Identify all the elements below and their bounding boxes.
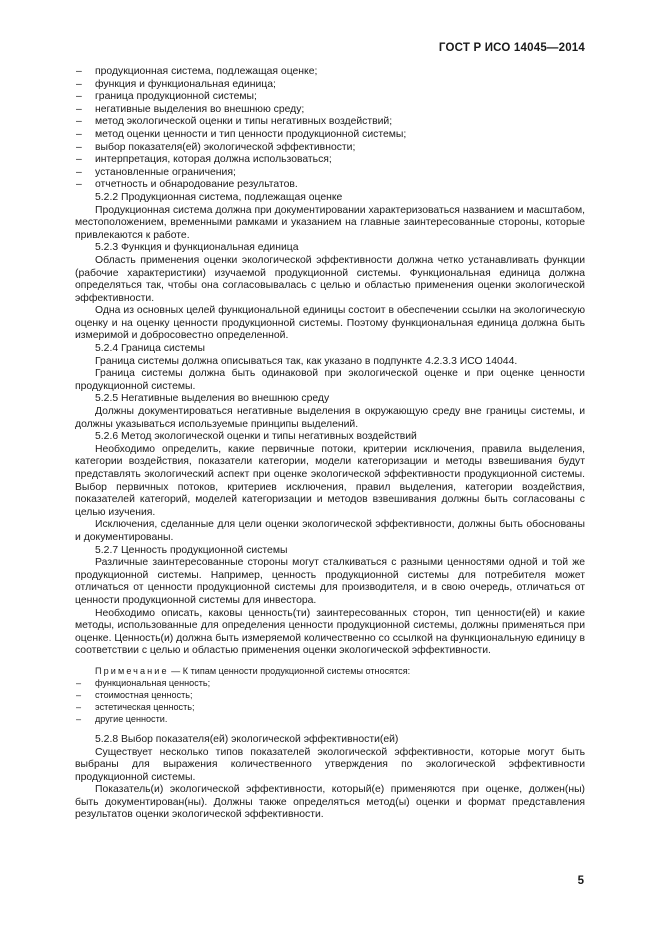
paragraph: Необходимо описать, каковы ценность(ти) заинтересованных сторон, тип ценности(ей) и какие методы, использованные для определения ценности продукционной системы, должны применяться при оценке. Ценность(и) должна быть измеряемой количественно со ссылкой на функциональную единицу в соответствии с целью и областью применения оценки экологической эффективности. xyxy=(75,607,585,657)
section-5-2-3 xyxy=(75,242,585,343)
list-dash: – xyxy=(76,78,82,90)
section-heading: 5.2.4 Граница системы xyxy=(95,343,205,355)
note-block xyxy=(75,665,585,725)
paragraph: Должны документироваться негативные выделения в окружающую среду вне границы системы, и должны указываться используемые принципы выделений. xyxy=(75,406,585,430)
note-list-item: – другие ценности. xyxy=(76,713,168,724)
list-item: – метод оценки ценности и тип ценности продукционной системы; xyxy=(76,128,407,140)
document-code-header: ГОСТ Р ИСО 14045—2014 xyxy=(438,42,585,54)
list-item: – интерпретация, которая должна использоваться; xyxy=(76,154,332,166)
section-heading: 5.2.3 Функция и функциональная единица xyxy=(95,242,299,254)
list-dash: – xyxy=(76,66,82,77)
paragraph: Показатель(и) экологической эффективности, который(е) применяются при оценке, должен(ны) быть документирован(ны). Должны также определяться метод(ы) оценки и формат представления результатов оценки экологической эффективности. xyxy=(75,784,585,821)
paragraph: Различные заинтересованные стороны могут сталкиваться с разными ценностями одной и той же продукционной системы. Например, ценность продукционной системы для потребителя может отличаться от ценности продукционной системы для производителя, и в свою очередь, отличаться от ценности продукционной системы для инвестора. xyxy=(75,557,585,606)
paragraph: Исключения, сделанные для цели оценки экологической эффективности, должны быть обоснованы и документированы. xyxy=(75,519,585,543)
list-dash: – xyxy=(76,154,82,166)
note-list-item: – стоимостная ценность; xyxy=(76,689,193,700)
list-item: – негативные выделения во внешнюю среду; xyxy=(76,103,305,115)
paragraph: Одна из основных целей функциональной единицы состоит в обеспечении ссылки на экологическую оценку и на оценку ценности продукционной системы. Поэтому функциональная единица должна быть измеримой и добросовестно определенной. xyxy=(75,305,585,342)
section-heading: 5.2.6 Метод экологической оценки и типы негативных воздействий xyxy=(95,431,417,443)
list-dash: – xyxy=(76,166,82,178)
section-heading: 5.2.5 Негативные выделения во внешнюю среду xyxy=(95,393,330,405)
page-number: 5 xyxy=(577,875,584,887)
list-item: – граница продукционной системы; xyxy=(76,91,257,103)
note-title xyxy=(75,665,585,677)
list-dash: – xyxy=(76,141,82,153)
page-content xyxy=(75,66,585,822)
section-5-2-7 xyxy=(75,545,585,658)
list-dash: – xyxy=(76,713,82,724)
list-item: – метод экологической оценки и типы негативных воздействий; xyxy=(76,116,393,128)
list-dash: – xyxy=(76,128,82,140)
list-dash: – xyxy=(76,103,82,115)
paragraph: Необходимо определить, какие первичные потоки, критерии исключения, правила выделения, категории воздействия, показатели категории, модели категоризации и методы взвешивания будут представлять экологический аспект при оценке экологической эффективности продукционной системы. Выбор первичных потоков, критериев исключения, правил выделения, категории воздействия, показателей категорий, моделей категоризации и методов взвешивания должны быть согласованы с целью изучения. xyxy=(75,443,585,518)
list-item: – установленные ограничения; xyxy=(76,166,236,178)
paragraph: Существует несколько типов показателей экологической эффективности, которые могут быть выбраны для выражения количественного утверждения по экологической эффективности продукционной системы. xyxy=(75,746,585,783)
section-5-2-2 xyxy=(75,192,585,242)
paragraph: Область применения оценки экологической эффективности должна четко устанавливать функции (рабочие характеристики) изучаемой продукционной системы. Функциональная единица должна определяться так, чтобы она согласовывалась с целью и областью применения оценки экологической эффективности. xyxy=(75,254,585,304)
section-heading: 5.2.8 Выбор показателя(ей) экологической эффективности(ей) xyxy=(95,733,399,745)
section-5-2-6 xyxy=(75,431,585,544)
list-dash: – xyxy=(76,91,82,103)
note-list-item: – функциональная ценность; xyxy=(76,677,211,688)
scope-list xyxy=(75,66,585,192)
note-label: Примечание xyxy=(95,665,169,676)
paragraph: Граница системы должна описываться так, как указано в подпункте 4.2.3.3 ИСО 14044. xyxy=(95,355,518,367)
section-heading: 5.2.7 Ценность продукционной системы xyxy=(95,544,288,556)
list-item: – отчетность и обнародование результатов. xyxy=(76,179,298,191)
paragraph: Продукционная система должна при документировании характеризоваться названием и масштабом, местоположением, временными рамками и указанием на главные заинтересованные стороны, которые привлекаются к работе. xyxy=(75,204,585,241)
list-dash: – xyxy=(76,179,82,191)
section-5-2-8 xyxy=(75,734,585,822)
list-dash: – xyxy=(76,689,82,700)
list-dash: – xyxy=(76,116,82,128)
list-dash: – xyxy=(76,677,82,688)
list-item: – выбор показателя(ей) экологической эффективности; xyxy=(76,141,356,153)
paragraph: Граница системы должна быть одинаковой при экологической оценке и при оценке ценности продукционной системы. xyxy=(75,368,585,392)
list-item: – продукционная система, подлежащая оценке; xyxy=(76,66,318,77)
list-dash: – xyxy=(76,701,82,712)
note-text: — К типам ценности продукционной системы относятся: xyxy=(168,665,411,676)
section-5-2-5 xyxy=(75,393,585,431)
section-heading: 5.2.2 Продукционная система, подлежащая оценке xyxy=(95,191,343,203)
list-item: – функция и функциональная единица; xyxy=(76,78,276,90)
section-5-2-4 xyxy=(75,343,585,393)
note-list-item: – эстетическая ценность; xyxy=(76,701,195,712)
